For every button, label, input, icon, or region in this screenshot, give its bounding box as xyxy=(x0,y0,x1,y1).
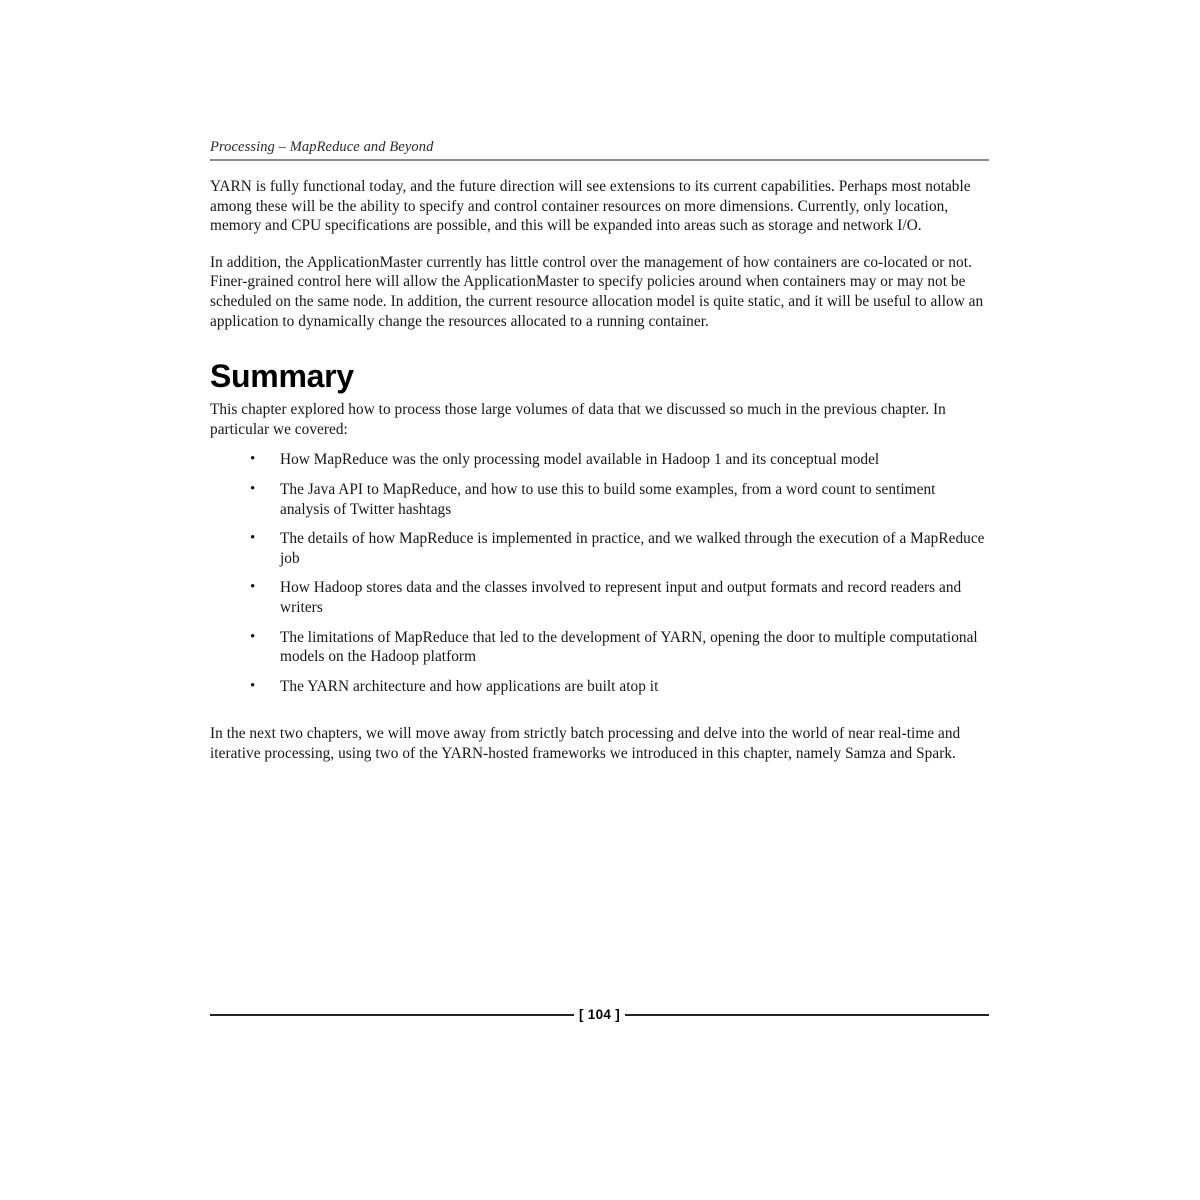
summary-intro-paragraph: This chapter explored how to process those large volumes of data that we discussed so much in the previous chapter. In particular we covered: xyxy=(210,401,946,438)
page-footer xyxy=(210,1008,989,1022)
summary-bullet-list xyxy=(210,450,989,696)
list-item xyxy=(210,578,989,617)
list-item-label: How MapReduce was the only processing model available in Hadoop 1 and its conceptual model xyxy=(280,451,880,469)
content-column xyxy=(210,139,989,780)
list-item xyxy=(210,628,989,667)
bullet-icon: • xyxy=(250,677,256,694)
list-item-label: The YARN architecture and how applications are built atop it xyxy=(280,677,659,695)
list-item xyxy=(210,529,989,568)
list-item-label: How Hadoop stores data and the classes involved to represent input and output formats and record readers and writers xyxy=(280,579,962,616)
list-item xyxy=(210,450,989,470)
body-paragraph-2: In addition, the ApplicationMaster currently has little control over the management of how containers are co-located or not. Finer-grained control here will allow the ApplicationMaster to specify policies around when containers may or may not be scheduled on the same node. In addition, the current resource allocation model is quite static, and it will be useful to allow an application to dynamically change the resources allocated to a running container. xyxy=(210,253,984,330)
section-heading-summary: Summary xyxy=(210,358,354,395)
list-item-label: The details of how MapReduce is implemented in practice, and we walked through the execution of a MapReduce job xyxy=(280,530,985,567)
running-header: Processing – MapReduce and Beyond xyxy=(210,139,434,155)
page-number: [ 104 ] xyxy=(578,1007,621,1022)
footer-rule-right xyxy=(625,1014,989,1016)
list-item xyxy=(210,677,989,697)
bullet-icon: • xyxy=(250,628,256,645)
bullet-icon: • xyxy=(250,530,256,547)
closing-paragraph: In the next two chapters, we will move away from strictly batch processing and delve into the world of near real-time and iterative processing, using two of the YARN-hosted frameworks we introduced in this chapter, namely Samza and Spark. xyxy=(210,725,961,762)
bullet-icon: • xyxy=(250,579,256,596)
spacer xyxy=(210,710,989,724)
bullet-icon: • xyxy=(250,451,256,468)
footer-rule-left xyxy=(210,1014,574,1016)
list-item-label: The Java API to MapReduce, and how to use this to build some examples, from a word count to sentiment analysis of Twitter hashtags xyxy=(280,480,936,518)
body-paragraph-1: YARN is fully functional today, and the future direction will see extensions to its current capabilities. Perhaps most notable among these will be the ability to specify and control container resources on more dimensions. Currently, only location, memory and CPU specifications are possible, and this will be expanded into areas such as storage and network I/O. xyxy=(210,178,971,235)
header-rule xyxy=(210,159,989,161)
list-item-label: The limitations of MapReduce that led to the development of YARN, opening the door to multiple computational models on the Hadoop platform xyxy=(280,628,978,666)
list-item xyxy=(210,480,989,519)
bullet-icon: • xyxy=(250,480,256,497)
